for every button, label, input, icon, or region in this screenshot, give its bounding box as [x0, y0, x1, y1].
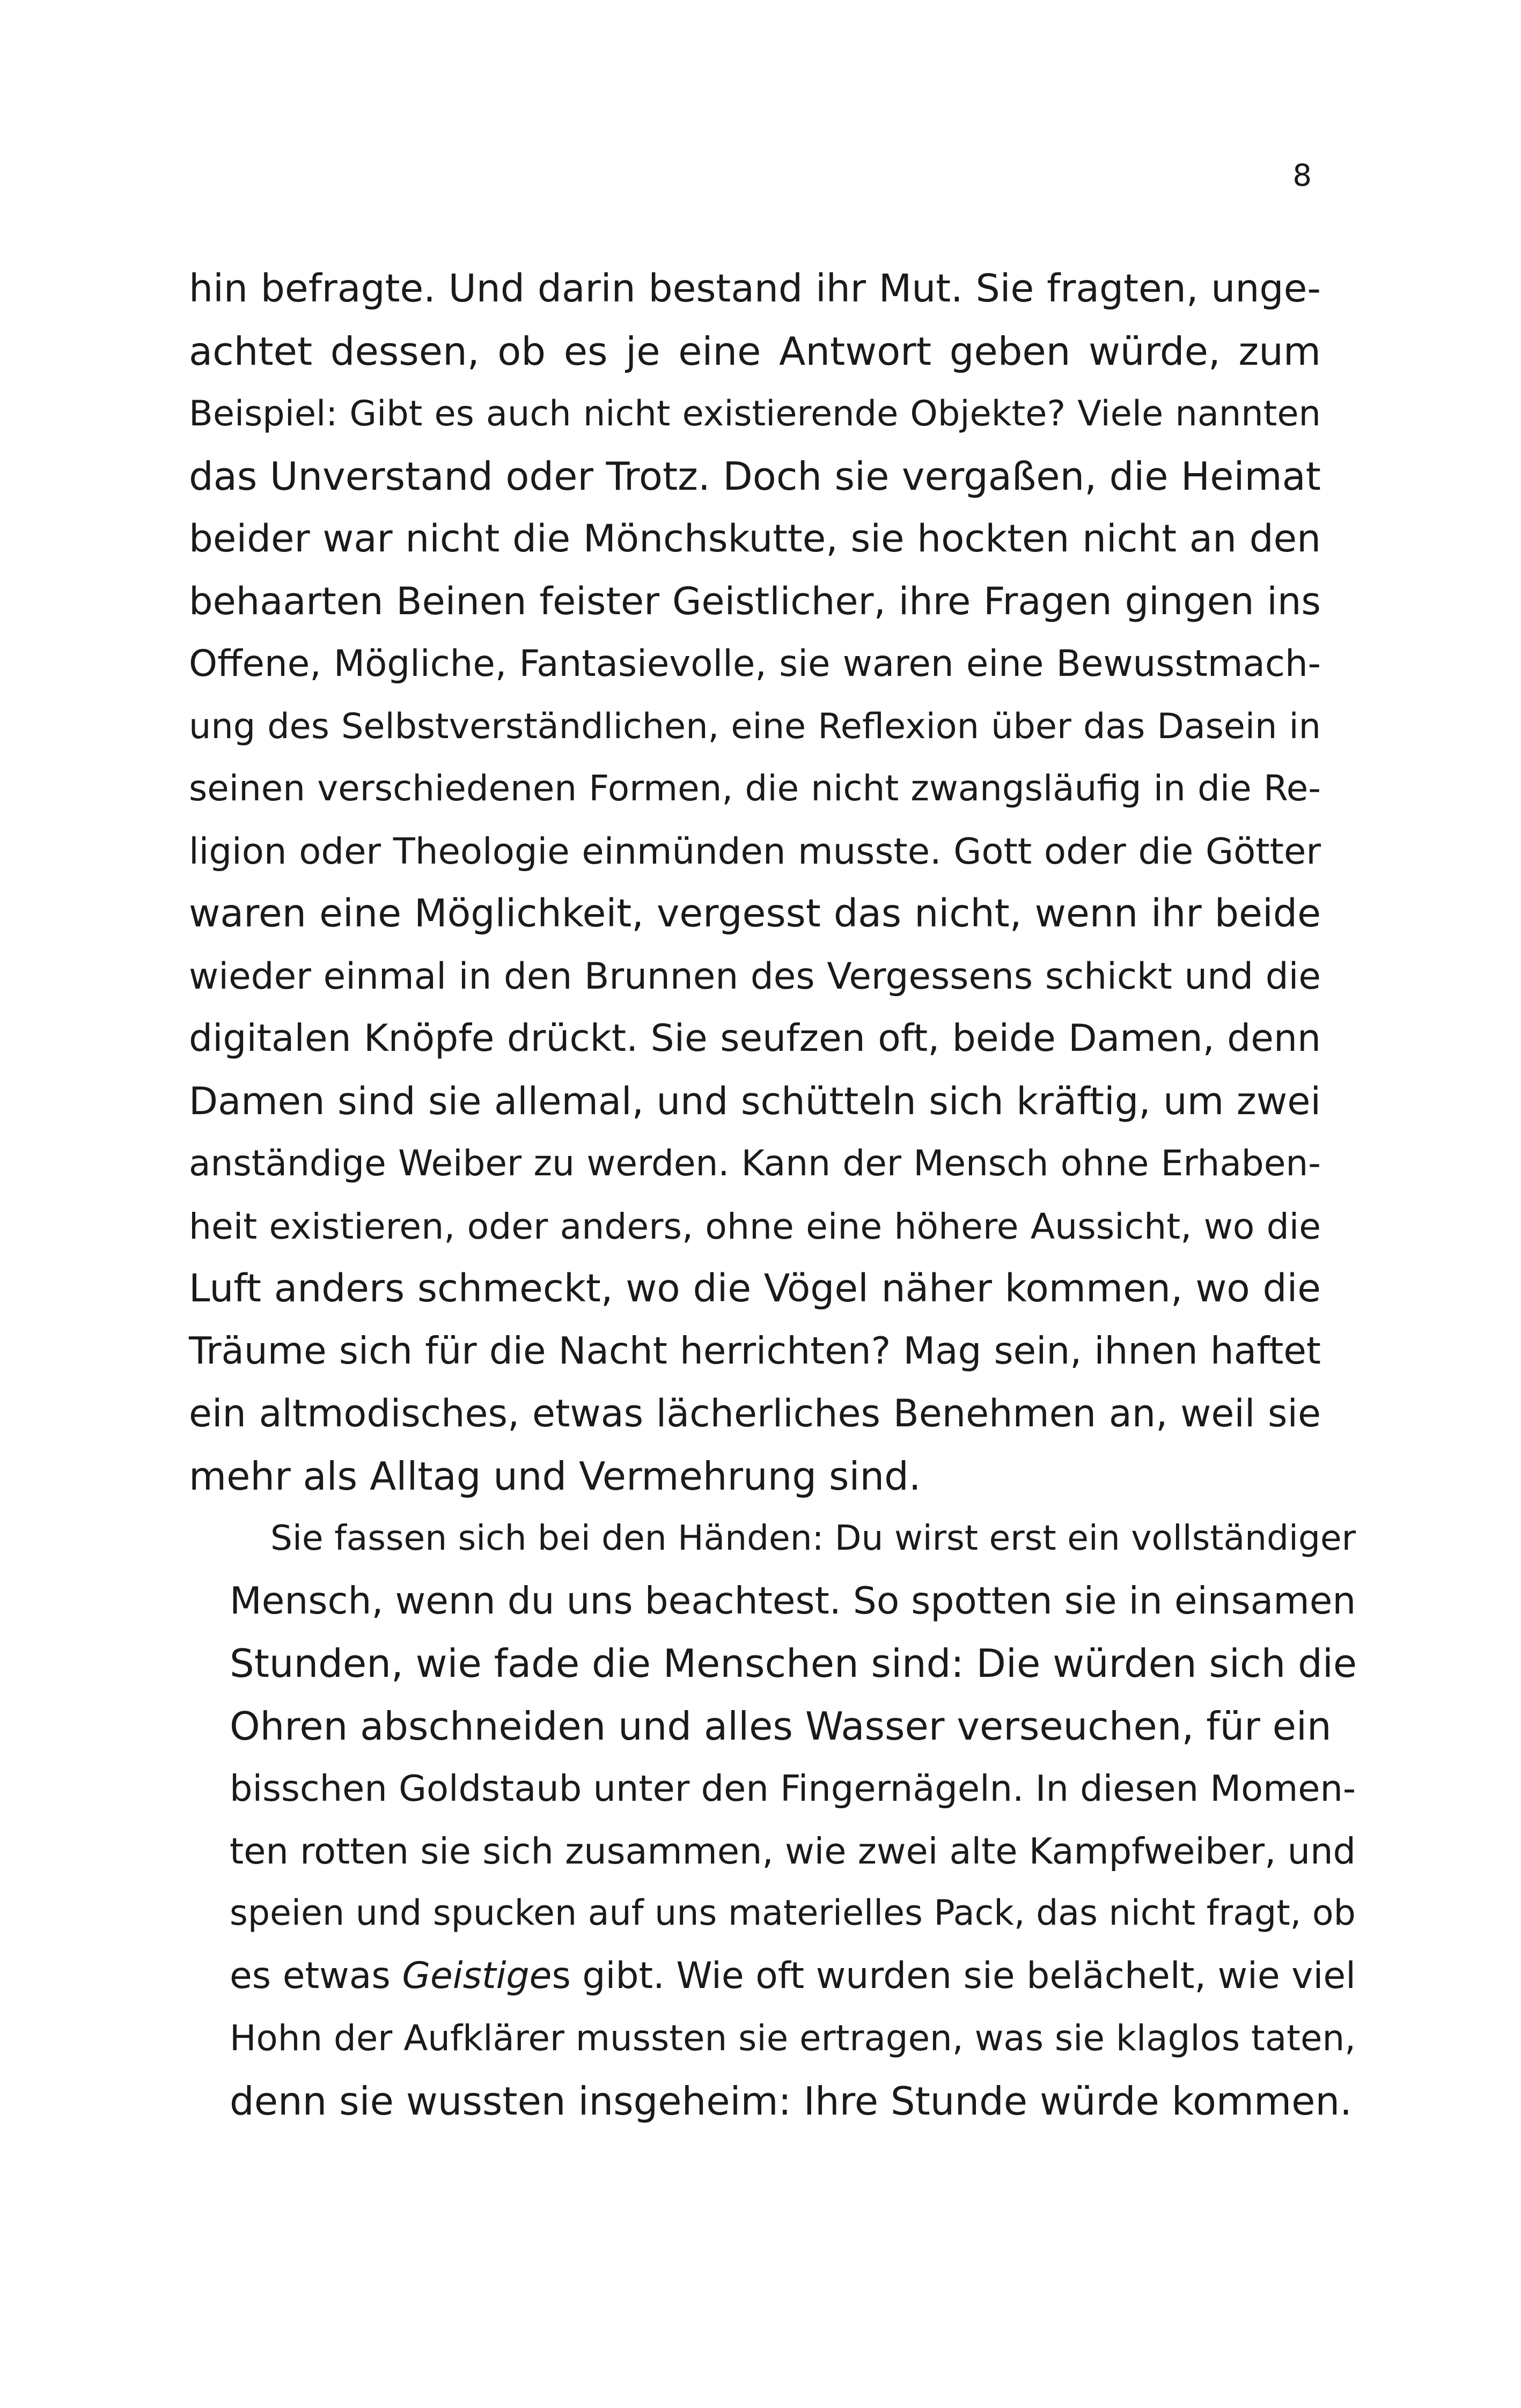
text-line: wieder einmal in den Brunnen des Vergessens schickt und die — [189, 954, 1321, 997]
text-line: Sie fassen sich bei den Händen: Du wirst erst ein vollständiger — [270, 1518, 1356, 1558]
text-line: das Unverstand oder Trotz. Doch sie vergaßen, die Heimat — [189, 453, 1321, 499]
page-number: 8 — [1292, 158, 1312, 193]
text-segment: es etwas — [230, 1954, 402, 1997]
text-line: anständige Weiber zu werden. Kann der Mensch ohne Erhaben- — [189, 1143, 1321, 1184]
text-line: Träume sich für die Nacht herrichten? Mag sein, ihnen haftet — [189, 1329, 1321, 1373]
text-line: speien und spucken auf uns materielles Pack, das nicht fragt, ob — [230, 1893, 1356, 1933]
text-line: mehr als Alltag und Vermehrung sind. — [189, 1453, 921, 1499]
text-line: ligion oder Theologie einmünden musste. Gott oder die Götter — [189, 830, 1321, 872]
text-line: ung des Selbstverständlichen, eine Reflexion über das Dasein in — [189, 705, 1321, 747]
text-line: beider war nicht die Mönchskutte, sie hockten nicht an den — [189, 516, 1321, 561]
text-line: Luft anders schmeckt, wo die Vögel näher kommen, wo die — [189, 1266, 1321, 1310]
text-line-with-italic — [189, 1945, 1356, 2008]
text-line: ein altmodisches, etwas lächerliches Benehmen an, weil sie — [189, 1391, 1321, 1435]
text-line: Offene, Mögliche, Fantasievolle, sie waren eine Bewusstmach- — [189, 642, 1321, 684]
text-line: bisschen Goldstaub unter den Fingernägeln. In diesen Momen- — [230, 1768, 1356, 1809]
text-line: ten rotten sie sich zusammen, wie zwei alte Kampfweiber, und — [230, 1830, 1356, 1872]
italic-word: Geistige — [402, 1954, 552, 1997]
text-segment: s gibt. Wie oft wurden sie belächelt, wie viel — [552, 1954, 1356, 1997]
text-line: behaarten Beinen feister Geistlicher, ihre Fragen gingen ins — [189, 579, 1321, 623]
text-line: Mensch, wenn du uns beachtest. So spotten sie in einsamen — [230, 1579, 1356, 1623]
body-text — [189, 257, 1357, 2132]
paragraph-2 — [189, 1507, 1357, 2132]
text-line: Ohren abschneiden und alles Wasser verseuchen, für ein — [230, 1703, 1332, 1749]
text-line: digitalen Knöpfe drückt. Sie seufzen oft, beide Damen, denn — [189, 1017, 1321, 1060]
text-line: Hohn der Aufklärer mussten sie ertragen, was sie klaglos taten, — [230, 2017, 1356, 2059]
text-line: Damen sind sie allemal, und schütteln sich kräftig, um zwei — [189, 1079, 1321, 1123]
text-line: Beispiel: Gibt es auch nicht existierende Objekte? Viele nannten — [189, 393, 1321, 434]
text-line: seinen verschiedenen Formen, die nicht zwangsläufig in die Re- — [189, 768, 1321, 809]
text-line: waren eine Möglichkeit, vergesst das nicht, wenn ihr beide — [189, 891, 1321, 936]
text-line: denn sie wussten insgeheim: Ihre Stunde würde kommen. — [230, 2078, 1352, 2124]
text-line: hin befragte. Und darin bestand ihr Mut. Sie fragten, unge- — [189, 266, 1321, 311]
paragraph-1 — [189, 257, 1321, 1507]
text-line: Stunden, wie fade die Menschen sind: Die würden sich die — [230, 1641, 1357, 1686]
text-line: achtet dessen, ob es je eine Antwort geben würde, zum — [189, 328, 1321, 374]
text-line: heit existieren, oder anders, ohne eine höhere Aussicht, wo die — [189, 1205, 1321, 1247]
